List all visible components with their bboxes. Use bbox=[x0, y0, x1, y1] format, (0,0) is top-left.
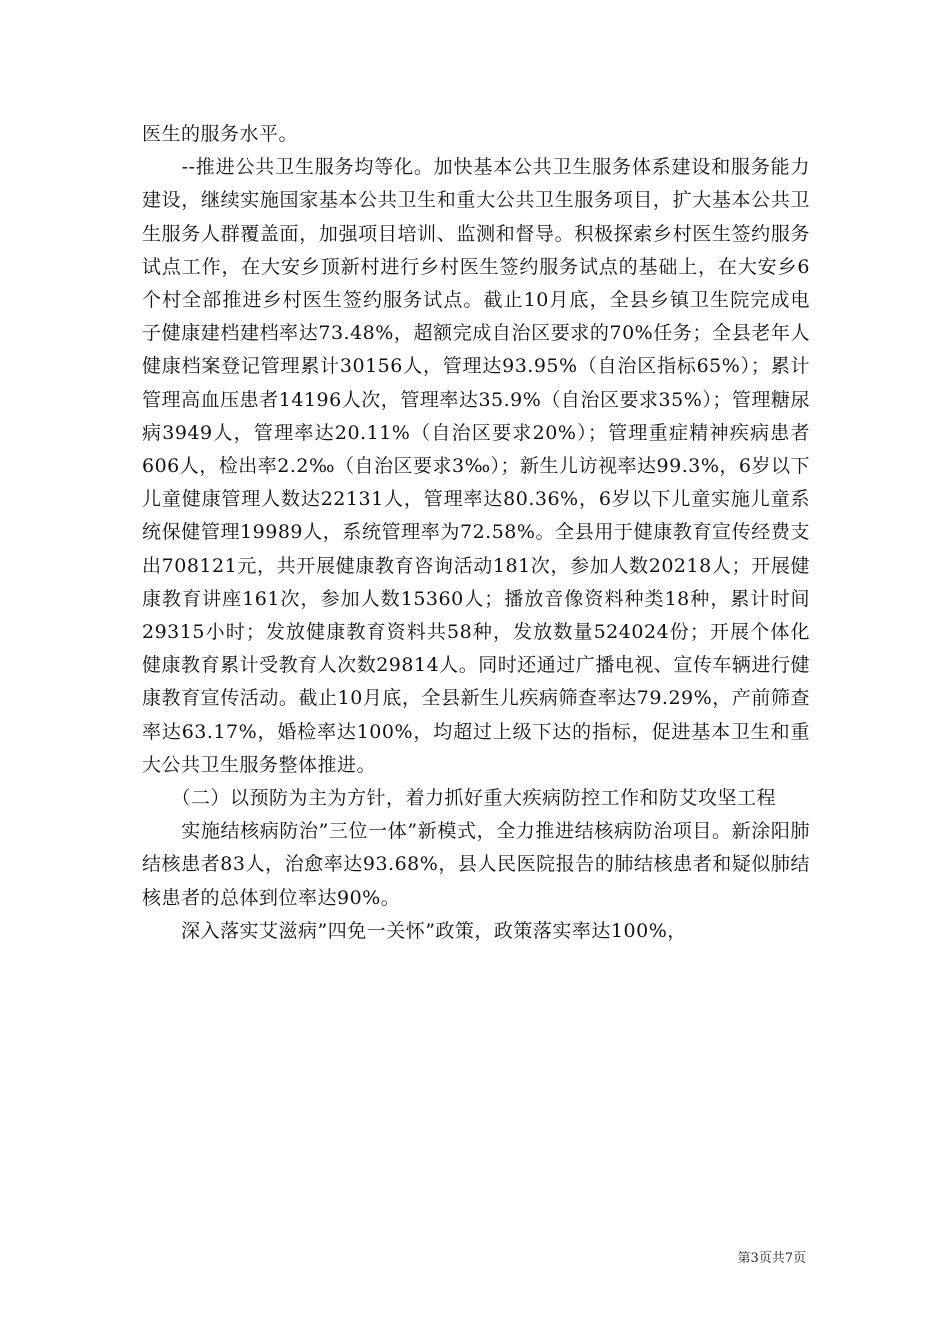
document-body bbox=[142, 118, 810, 948]
paragraph-aids-policy: 深入落实艾滋病”四免一关怀”政策，政策落实率达100%， bbox=[142, 919, 687, 942]
paragraph-tuberculosis: 实施结核病防治”三位一体”新模式，全力推进结核病防治项目。新涂阳肺结核患者83人，治愈率达93.68%，县人民医院报告的肺结核患者和疑似肺结核患者的总体到位率达90%。 bbox=[142, 820, 810, 909]
page-number-footer: 第3页共7页 bbox=[737, 1251, 806, 1266]
paragraph-public-health: --推进公共卫生服务均等化。加快基本公共卫生服务体系建设和服务能力建设，继续实施国家基本公共卫生和重大公共卫生服务项目，扩大基本公共卫生服务人群覆盖面，加强项目培训、监测和督导。积极探索乡村医生签约服务试点工作，在大安乡顶新村进行乡村医生签约服务试点的基础上，在大安乡6个村全部推进乡村医生签约服务试点。截止10月底，全县乡镇卫生院完成电子健康建档建档率达73.48%，超额完成自治区要求的70%任务；全县老年人健康档案登记管理累计30156人，管理达93.95%（自治区指标65%）；累计管理高血压患者14196人次，管理率达35.9%（自治区要求35%）；管理糖尿病3949人，管理率达20.11%（自治区要求20%）；管理重症精神疾病患者606人，检出率2.2‰（自治区要求3‰）；新生儿访视率达99.3%，6岁以下儿童健康管理人数达22131人，管理率达80.36%，6岁以下儿童实施儿童系统保健管理19989人，系统管理率为72.58%。全县用于健康教育宣传经费支出708121元，共开展健康教育咨询活动181次，参加人数20218人；开展健康教育讲座161次，参加人数15360人；播放音像资料种类18种，累计时间29315小时；发放健康教育资料共58种，发放数量524024份；开展个体化健康教育累计受教育人次数29814人。同时还通过广播电视、宣传车辆进行健康教育宣传活动。截止10月底，全县新生儿疾病筛查率达79.29%，产前筛查率达63.17%，婚检率达100%，均超过上级下达的指标，促进基本卫生和重大公共卫生服务整体推进。 bbox=[142, 156, 811, 776]
paragraph-continuation: 医生的服务水平。 bbox=[142, 123, 299, 145]
section-heading-disease-prevention: （二）以预防为主为方针，着力抓好重大疾病防控工作和防艾攻坚工程 bbox=[142, 787, 777, 810]
